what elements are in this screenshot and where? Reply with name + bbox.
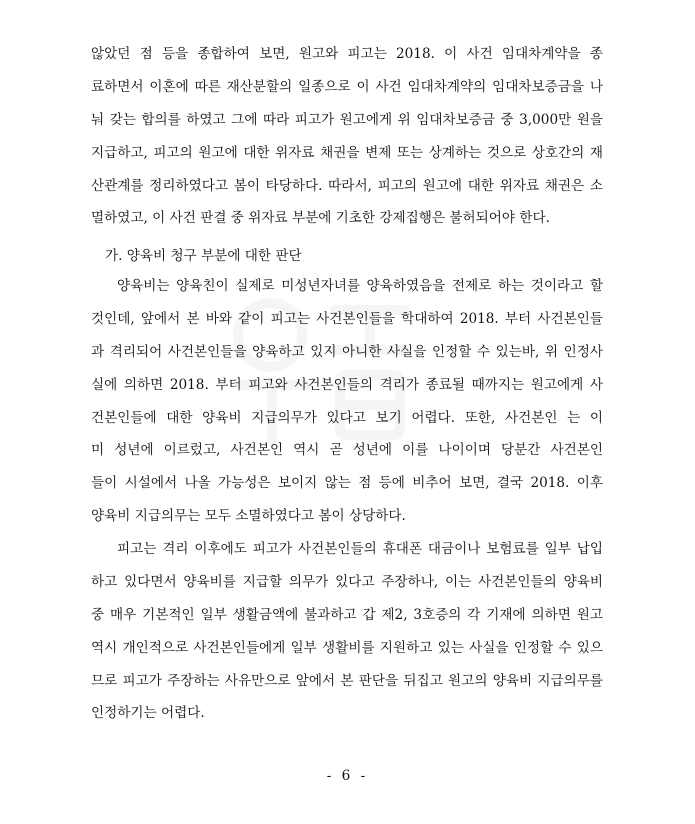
text-line: 실에 의하면 2018. 부터 피고와 사건본인들의 격리가 종료될 때까지는 원고에게 사 bbox=[91, 376, 603, 393]
text-line: 양육비는 양육친이 실제로 미성년자녀를 양육하였음을 전제로 하는 것이라고 할 bbox=[117, 278, 603, 294]
text-line: 양육비 지급의무는 모두 소멸하였다고 봄이 상당하다. bbox=[91, 508, 406, 525]
text-line: 건본인들에 대한 양육비 지급의무가 있다고 보기 어렵다. 또한, 사건본인 는 이 bbox=[91, 409, 603, 426]
text-line: 료하면서 이혼에 따른 재산분할의 일종으로 이 사건 임대차계약의 임대차보증금을 나 bbox=[91, 78, 603, 95]
text-line: 눠 갖는 합의를 하였고 그에 따라 피고가 원고에게 위 임대차보증금 중 3,000만 원을 bbox=[91, 111, 603, 128]
text-line: 지급하고, 피고의 원고에 대한 위자료 채권을 변제 또는 상계하는 것으로 상호간의 재 bbox=[91, 144, 603, 161]
text-line: 하고 있다면서 양육비를 지급할 의무가 있다고 주장하나, 이는 사건본인들의 양육비 bbox=[91, 573, 603, 590]
text-line: 들이 시설에서 나올 가능성은 보이지 않는 점 등에 비추어 보면, 결국 2018. 이후 bbox=[91, 475, 603, 492]
text-line: 멸하였고, 이 사건 판결 중 위자료 부분에 기초한 강제집행은 불허되어야 한다. bbox=[91, 210, 550, 227]
text-line: 므로 피고가 주장하는 사유만으로 앞에서 본 판단을 뒤집고 원고의 양육비 지급의무를 bbox=[91, 672, 603, 689]
text-line: 역시 개인적으로 사건본인들에게 일부 생활비를 지원하고 있는 사실을 인정할 수 있으 bbox=[91, 639, 603, 656]
text-line: 미 성년에 이르렀고, 사건본인 역시 곧 성년에 이를 나이이며 당분간 사건본인 bbox=[91, 442, 603, 459]
text-line: 인정하기는 어렵다. bbox=[91, 705, 205, 722]
paragraph-child-support-judgment bbox=[91, 270, 603, 533]
text-line: 중 매우 기본적인 일부 생활금액에 불과하고 갑 제2, 3호증의 각 기재에 의하면 원고 bbox=[91, 606, 603, 623]
page-number: - 6 - bbox=[326, 768, 369, 784]
text-line: 것인데, 앞에서 본 바와 같이 피고는 사건본인들을 학대하여 2018. 부터 사건본인들 bbox=[91, 310, 603, 327]
text-line: 산관계를 정리하였다고 봄이 타당하다. 따라서, 피고의 원고에 대한 위자료 채권은 소 bbox=[91, 177, 603, 194]
text-line: 피고는 격리 이후에도 피고가 사건본인들의 휴대폰 대금이나 보험료를 일부 납입 bbox=[117, 541, 603, 557]
text-line: 않았던 점 등을 종합하여 보면, 원고와 피고는 2018. 이 사건 임대차계약을 종 bbox=[91, 46, 603, 62]
section-heading: 가. 양육비 청구 부분에 대한 판단 bbox=[105, 248, 302, 264]
paragraph-property-division bbox=[91, 38, 603, 235]
paragraph-defendant-claim bbox=[91, 533, 603, 730]
text-line: 과 격리되어 사건본인들을 양육하고 있지 아니한 사실을 인정할 수 있는바, 위 인정사 bbox=[91, 343, 603, 360]
